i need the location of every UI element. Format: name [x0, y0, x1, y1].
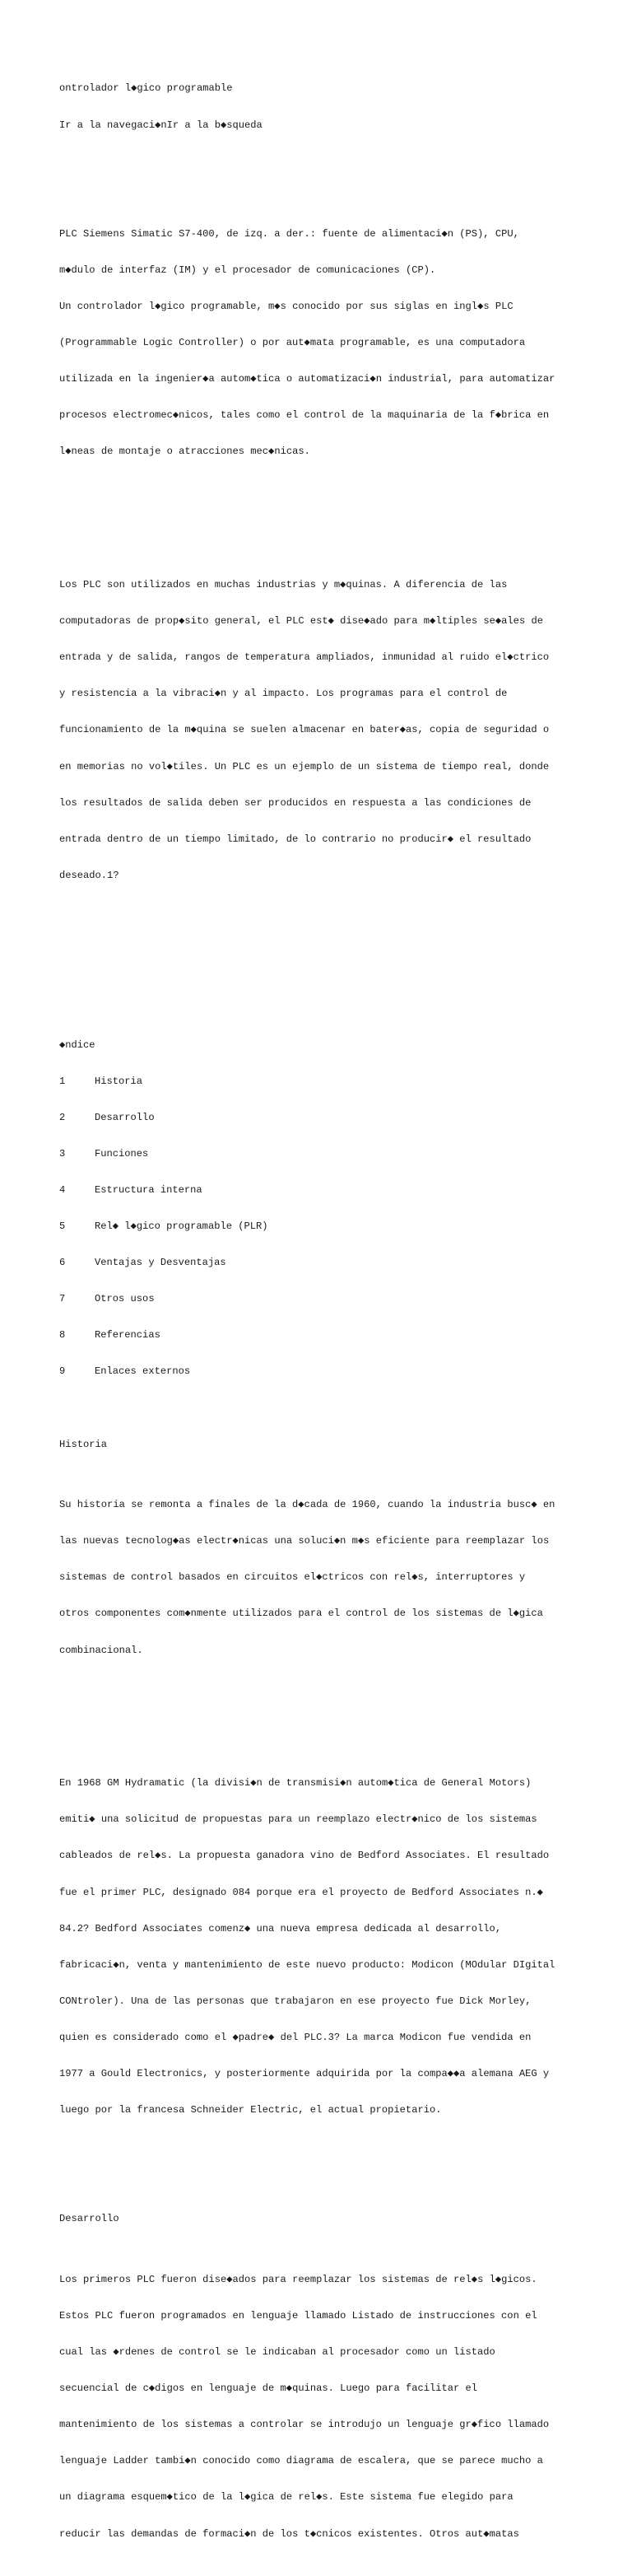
text-line: En 1968 GM Hydramatic (la divisi◆n de transmisi◆n autom◆tica de General Motors) — [59, 1777, 532, 1790]
text-line: Un controlador l◆gico programable, m◆s conocido por sus siglas en ingl◆s PLC — [59, 300, 514, 312]
toc-item-otros-usos[interactable] — [59, 1293, 578, 1305]
toc-number: 8 — [59, 1329, 66, 1342]
toc-item-funciones[interactable] — [59, 1148, 578, 1160]
text-line: un diagrama esquem◆tico de la l◆gica de rel◆s. Este sistema fue elegido para — [59, 2491, 514, 2504]
section-heading-desarrollo: Desarrollo — [59, 2213, 119, 2225]
toc-number: 6 — [59, 1257, 66, 1269]
blank-line — [59, 1705, 578, 1717]
toc-item-enlaces-externos[interactable] — [59, 1365, 578, 1378]
text-line: sistemas de control basados en circuitos el◆ctricos con rel◆s, interruptores y — [59, 1571, 526, 1584]
text-line: m◆dulo de interfaz (IM) y el procesador de comunicaciones (CP). — [59, 264, 436, 276]
toc-label: Estructura interna — [95, 1183, 202, 1196]
text-line: l◆neas de montaje o atracciones mec◆nicas. — [59, 446, 310, 458]
toc-number: 9 — [59, 1365, 66, 1378]
table-of-contents — [59, 1015, 578, 1402]
text-line: otros componentes com◆nmente utilizados para el control de los sistemas de l◆gica — [59, 1608, 543, 1620]
text-line: procesos electromec◆nicos, tales como el control de la maquinaria de la f◆brica en — [59, 409, 550, 422]
text-line: Los PLC son utilizados en muchas industrias y m◆quinas. A diferencia de las — [59, 579, 508, 591]
intro-paragraph — [59, 203, 578, 482]
toc-item-ventajas[interactable] — [59, 1257, 578, 1269]
toc-item-historia[interactable] — [59, 1076, 578, 1088]
toc-number: 3 — [59, 1147, 66, 1160]
toc-number: 7 — [59, 1293, 66, 1305]
text-line: CONtroler). Una de las personas que trabajaron en ese proyecto fue Dick Morley, — [59, 1995, 532, 2007]
plc-usage-paragraph — [59, 555, 578, 906]
toc-label: Enlaces externos — [95, 1365, 191, 1378]
text-line: computadoras de prop◆sito general, el PLC est◆ dise◆ado para m◆ltiples se◆ales de — [59, 615, 543, 628]
text-line: funcionamiento de la m◆quina se suelen almacenar en bater◆as, copia de seguridad o — [59, 724, 550, 736]
toc-number: 4 — [59, 1183, 66, 1196]
doc-title-line: ontrolador l◆gico programable — [59, 82, 233, 95]
section-heading-historia: Historia — [59, 1438, 108, 1450]
toc-item-desarrollo[interactable] — [59, 1112, 578, 1124]
text-line: 1977 a Gould Electronics, y posteriormente adquirida por la compa◆◆a alemana AEG y — [59, 2067, 550, 2079]
historia-gm-paragraph — [59, 1753, 578, 2140]
toc-item-referencias[interactable] — [59, 1329, 578, 1342]
blank-line — [59, 506, 578, 519]
blank-line — [59, 156, 578, 168]
text-line: mantenimiento de los sistemas a controlar se introdujo un lenguaje gr◆fico llamado — [59, 2419, 550, 2431]
text-line: (Programmable Logic Controller) o por aut◆mata programable, es una computadora — [59, 337, 526, 349]
text-line: quien es considerado como el ◆padre◆ del PLC.3? La marca Modicon fue vendida en — [59, 2031, 532, 2043]
toc-label: Rel◆ l◆gico programable (PLR) — [95, 1220, 268, 1233]
toc-label: Historia — [95, 1075, 143, 1087]
blank-line — [59, 930, 578, 942]
text-line: secuencial de c◆digos en lenguaje de m◆quinas. Luego para facilitar el — [59, 2382, 478, 2395]
text-line: entrada dentro de un tiempo limitado, de lo contrario no producir◆ el resultado — [59, 833, 532, 845]
text-line: y resistencia a la vibraci◆n y al impacto. Los programas para el control de — [59, 688, 508, 700]
toc-number: 5 — [59, 1220, 66, 1233]
toc-number: 1 — [59, 1075, 66, 1087]
toc-label: Ventajas y Desventajas — [95, 1257, 226, 1269]
toc-title: ◆ndice — [59, 1038, 95, 1051]
blank-line — [59, 966, 578, 978]
text-line: PLC Siemens Simatic S7-400, de izq. a der.: fuente de alimentaci◆n (PS), CPU, — [59, 227, 519, 240]
text-line: deseado.1? — [59, 869, 119, 881]
text-line: fue el primer PLC, designado 084 porque era el proyecto de Bedford Associates n.◆ — [59, 1886, 543, 1898]
document-body — [59, 58, 578, 2576]
text-line: 84.2? Bedford Associates comenz◆ una nueva empresa dedicada al desarrollo, — [59, 1922, 502, 1934]
text-line: luego por la francesa Schneider Electric, el actual propietario. — [59, 2104, 442, 2116]
text-line: cableados de rel◆s. La propuesta ganadora vino de Bedford Associates. El resultado — [59, 1850, 550, 1862]
toc-label: Otros usos — [95, 1293, 155, 1305]
text-line: Los primeros PLC fueron dise◆ados para reemplazar los sistemas de rel◆s l◆gicos. — [59, 2273, 537, 2285]
desarrollo-paragraph — [59, 2249, 578, 2564]
text-line: en memorias no vol◆tiles. Un PLC es un ejemplo de un sistema de tiempo real, donde — [59, 760, 550, 772]
text-line: los resultados de salida deben ser producidos en respuesta a las condiciones de — [59, 796, 532, 809]
toc-item-estructura-interna[interactable] — [59, 1184, 578, 1197]
text-line: Su historia se remonta a finales de la d◆cada de 1960, cuando la industria busc◆ en — [59, 1499, 555, 1511]
historia-paragraph — [59, 1475, 578, 1681]
text-line: reducir las demandas de formaci◆n de los t◆cnicos existentes. Otros aut◆matas — [59, 2527, 519, 2540]
navigation-links-line: Ir a la navegaci◆nIr a la b◆squeda — [59, 119, 263, 131]
toc-label: Referencias — [95, 1329, 160, 1342]
text-line: fabricaci◆n, venta y mantenimiento de este nuevo producto: Modicon (MOdular DIgital — [59, 1958, 555, 1971]
text-line: cual las ◆rdenes de control se le indicaban al procesador como un listado — [59, 2346, 495, 2359]
text-line: utilizada en la ingenier◆a autom◆tica o automatizaci◆n industrial, para automatizar — [59, 373, 555, 385]
toc-label: Desarrollo — [95, 1111, 155, 1123]
text-line: emiti◆ una solicitud de propuestas para un reemplazo electr◆nico de los sistemas — [59, 1813, 537, 1826]
text-line: Estos PLC fueron programados en lenguaje llamado Listado de instrucciones con el — [59, 2309, 537, 2322]
text-line: entrada y de salida, rangos de temperatura ampliados, inmunidad al ruido el◆ctrico — [59, 651, 550, 664]
toc-number: 2 — [59, 1111, 66, 1123]
text-line: lenguaje Ladder tambi◆n conocido como diagrama de escalera, que se parece mucho a — [59, 2455, 543, 2467]
text-line: combinacional. — [59, 1644, 143, 1656]
text-line: las nuevas tecnolog◆as electr◆nicas una soluci◆n m◆s eficiente para reemplazar los — [59, 1535, 550, 1547]
toc-label: Funciones — [95, 1147, 149, 1160]
toc-item-rele-logico[interactable] — [59, 1220, 578, 1233]
blank-line — [59, 2165, 578, 2177]
